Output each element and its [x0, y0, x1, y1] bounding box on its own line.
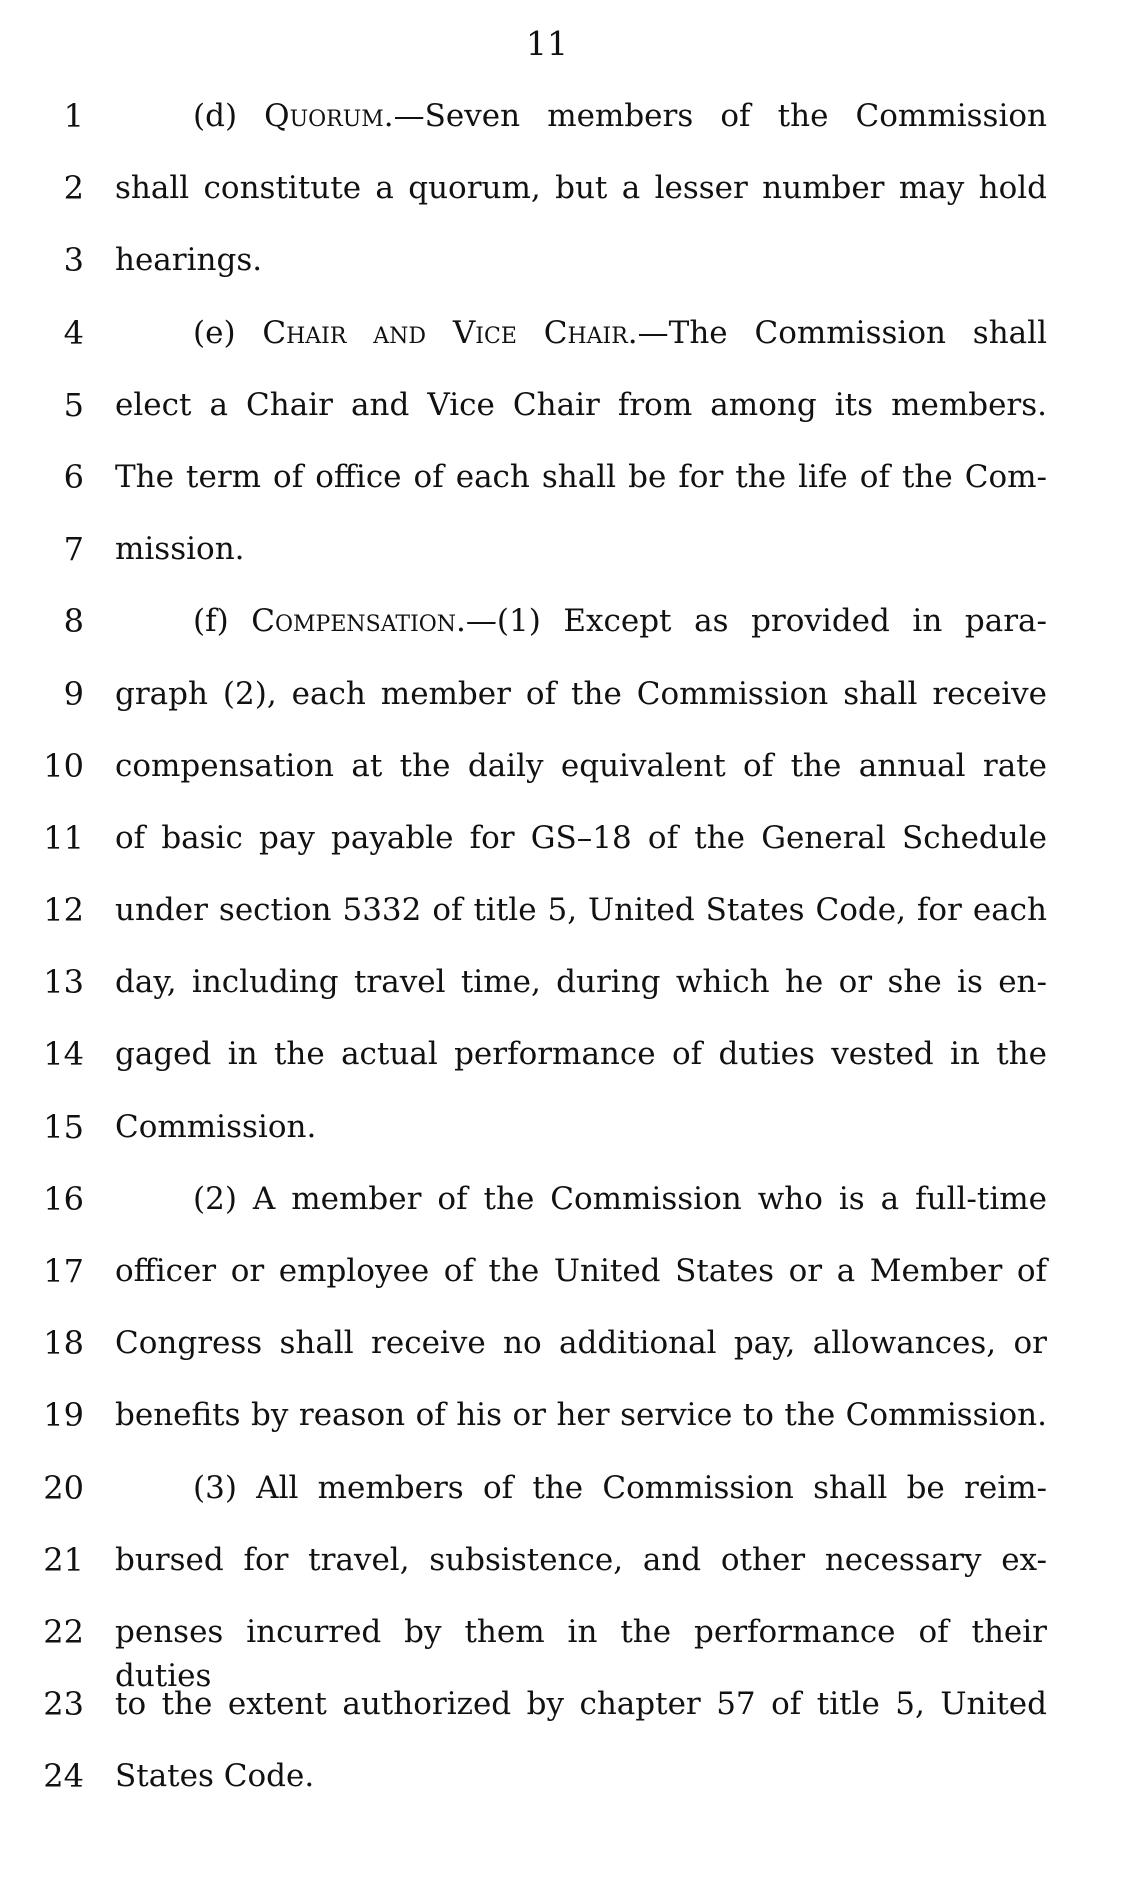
line-number: 19	[43, 1396, 84, 1435]
line-text: (e) Chair and Vice Chair.—The Commission shall	[193, 314, 1047, 351]
line	[0, 238, 1146, 310]
line-number: 8	[63, 602, 84, 641]
line-number: 1	[63, 97, 84, 135]
line-text: States Code.	[115, 1758, 315, 1795]
line	[0, 888, 1146, 960]
line	[0, 383, 1146, 455]
subsection-heading: Compensation.	[251, 603, 466, 640]
line-text: day, including travel time, during which he or she is en-	[115, 964, 1047, 1001]
line-number: 24	[43, 1757, 84, 1796]
line-text: gaged in the actual performance of duties vested in the	[115, 1036, 1047, 1073]
line-text: Commission.	[115, 1108, 317, 1145]
line-text: of basic pay payable for GS–18 of the General Schedule	[115, 819, 1047, 856]
subsection-label: (f)	[193, 603, 252, 640]
line-text: (2) A member of the Commission who is a full-time	[193, 1180, 1047, 1217]
line-text: (d) Quorum.—Seven members of the Commission	[193, 98, 1048, 134]
line-text: officer or employee of the United States or a Member of	[115, 1253, 1047, 1289]
line	[0, 1466, 1146, 1538]
line	[0, 816, 1146, 888]
line	[0, 960, 1146, 1032]
line	[0, 166, 1146, 238]
line	[0, 672, 1146, 744]
subsection-label: (d)	[193, 98, 265, 134]
line	[0, 1538, 1146, 1610]
subsection-label: (e)	[193, 314, 263, 351]
line-number: 9	[63, 674, 84, 713]
line	[0, 94, 1146, 166]
line-number: 18	[43, 1324, 84, 1363]
numbered-lines	[0, 94, 1146, 1827]
line-text: elect a Chair and Vice Chair from among its members.	[115, 386, 1047, 423]
line	[0, 1393, 1146, 1465]
line-number: 10	[43, 746, 84, 785]
line-text: compensation at the daily equivalent of the annual rate	[115, 747, 1047, 784]
line	[0, 1610, 1146, 1694]
line-number: 15	[43, 1107, 84, 1146]
line-text: to the extent authorized by chapter 57 of title 5, United	[115, 1686, 1047, 1723]
line-number: 4	[63, 313, 84, 352]
line-text: penses incurred by them in the performance of their duties	[115, 1613, 1047, 1694]
line-text: (f) Compensation.—(1) Except as provided in para-	[193, 603, 1047, 640]
line-text: under section 5332 of title 5, United States Code, for each	[115, 892, 1047, 929]
line-text: shall constitute a quorum, but a lesser number may hold	[115, 170, 1047, 207]
line-number: 12	[43, 891, 84, 930]
line-number: 6	[63, 457, 84, 496]
line-number: 5	[63, 385, 84, 424]
line	[0, 1321, 1146, 1393]
line-number: 7	[63, 530, 84, 569]
line-number: 23	[43, 1685, 84, 1724]
page-number: 11	[526, 24, 568, 63]
line-number: 2	[63, 169, 84, 208]
line	[0, 1754, 1146, 1826]
line	[0, 744, 1146, 816]
line-text: benefits by reason of his or her service to the Commission.	[115, 1397, 1047, 1434]
line-text: hearings.	[115, 242, 263, 279]
line-number: 21	[43, 1540, 84, 1579]
line-text: graph (2), each member of the Commission shall receive	[115, 675, 1047, 712]
line	[0, 599, 1146, 671]
line	[0, 1249, 1146, 1321]
line	[0, 455, 1146, 527]
line	[0, 1032, 1146, 1104]
line-text: bursed for travel, subsistence, and other necessary ex-	[115, 1541, 1047, 1578]
line-text: Congress shall receive no additional pay, allowances, or	[115, 1325, 1047, 1362]
line-number: 20	[43, 1468, 84, 1507]
subsection-heading: Chair and Vice Chair.	[262, 314, 638, 351]
line	[0, 1177, 1146, 1249]
line-text: mission.	[115, 531, 245, 568]
line-text: (3) All members of the Commission shall be reim-	[193, 1469, 1047, 1506]
line-number: 14	[43, 1035, 84, 1074]
subsection-heading: Quorum.	[264, 98, 394, 134]
line	[0, 527, 1146, 599]
line-number: 22	[43, 1612, 84, 1651]
line-number: 13	[43, 963, 84, 1002]
line-number: 3	[63, 241, 84, 280]
line-number: 17	[43, 1252, 84, 1290]
line	[0, 1105, 1146, 1177]
line-number: 11	[43, 818, 84, 857]
line	[0, 311, 1146, 383]
line-text: The term of office of each shall be for the life of the Com-	[115, 458, 1047, 495]
line	[0, 1682, 1146, 1754]
line-number: 16	[43, 1179, 84, 1218]
